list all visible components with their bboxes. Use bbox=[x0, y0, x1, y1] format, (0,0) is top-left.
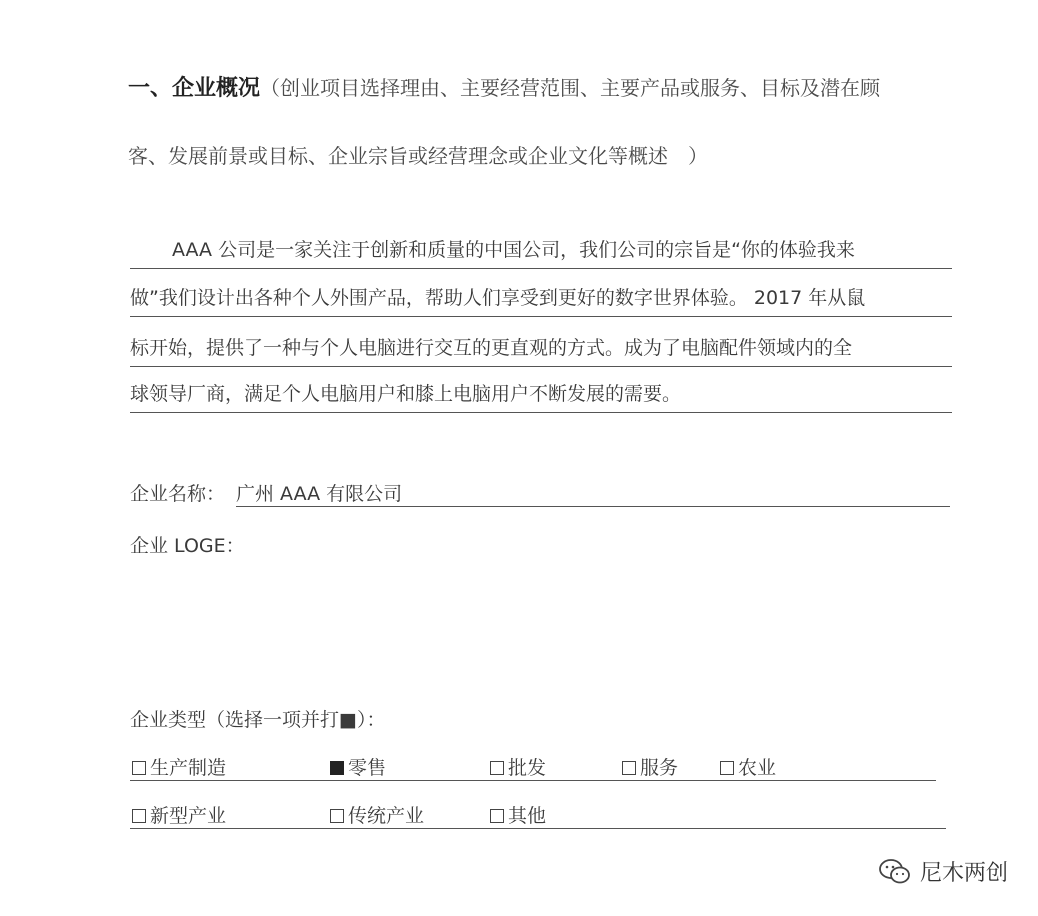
watermark-text: 尼木两创 bbox=[919, 861, 1008, 886]
checkbox-option-new-industry[interactable] bbox=[132, 804, 226, 828]
checkbox-empty-icon bbox=[132, 809, 146, 823]
section-hint-line1: （创业项目选择理由、主要经营范围、主要产品或服务、目标及潜在顾 bbox=[260, 76, 881, 100]
checkbox-empty-icon bbox=[622, 761, 636, 775]
checkbox-empty-icon bbox=[132, 761, 146, 775]
paragraph-line: AAA 公司是一家关注于创新和质量的中国公司，我们公司的宗旨是“你的体验我来 bbox=[130, 238, 952, 269]
checkbox-option-wholesale[interactable] bbox=[490, 756, 546, 780]
section-heading bbox=[128, 76, 880, 101]
section-title: 一、企业概况 bbox=[128, 76, 261, 101]
company-name-label: 企业名称： bbox=[130, 483, 226, 505]
section-hint-line2: 客、发展前景或目标、企业宗旨或经营理念或企业文化等概述 ） bbox=[128, 144, 708, 168]
company-name-field[interactable] bbox=[236, 482, 950, 507]
checkbox-filled-icon bbox=[330, 761, 344, 775]
watermark bbox=[878, 856, 1008, 887]
checkbox-empty-icon bbox=[720, 761, 734, 775]
option-label: 新型产业 bbox=[150, 805, 227, 827]
company-name-value: 广州 AAA 有限公司 bbox=[236, 483, 403, 505]
option-label: 生产制造 bbox=[150, 757, 227, 779]
option-label: 批发 bbox=[508, 757, 547, 779]
option-label: 服务 bbox=[640, 757, 679, 779]
checkbox-option-manufacturing[interactable] bbox=[132, 756, 226, 780]
wechat-icon bbox=[878, 857, 912, 887]
checkbox-option-service[interactable] bbox=[622, 756, 678, 780]
checkbox-option-agriculture[interactable] bbox=[720, 756, 776, 780]
paragraph-line: 标开始，提供了一种与个人电脑进行交互的更直观的方式。成为了电脑配件领域内的全 bbox=[130, 336, 952, 367]
checkbox-empty-icon bbox=[490, 809, 504, 823]
paragraph-line: 做”我们设计出各种个人外围产品，帮助人们享受到更好的数字世界体验。 2017 年从鼠 bbox=[130, 286, 952, 317]
option-label: 其他 bbox=[508, 805, 547, 827]
checkbox-empty-icon bbox=[490, 761, 504, 775]
checkbox-option-retail[interactable] bbox=[330, 756, 386, 780]
logo-area[interactable] bbox=[130, 566, 950, 686]
section-hint-line2-row bbox=[128, 144, 708, 168]
option-label: 零售 bbox=[348, 757, 387, 779]
checkbox-empty-icon bbox=[330, 809, 344, 823]
logo-label: 企业 LOGE： bbox=[130, 535, 245, 557]
option-label: 传统产业 bbox=[348, 805, 425, 827]
paragraph-line: 球领导厂商，满足个人电脑用户和膝上电脑用户不断发展的需要。 bbox=[130, 382, 952, 413]
checkbox-option-traditional-industry[interactable] bbox=[330, 804, 424, 828]
checkbox-option-other[interactable] bbox=[490, 804, 546, 828]
option-label: 农业 bbox=[738, 757, 777, 779]
company-type-label: 企业类型（选择一项并打■）： bbox=[130, 709, 386, 731]
